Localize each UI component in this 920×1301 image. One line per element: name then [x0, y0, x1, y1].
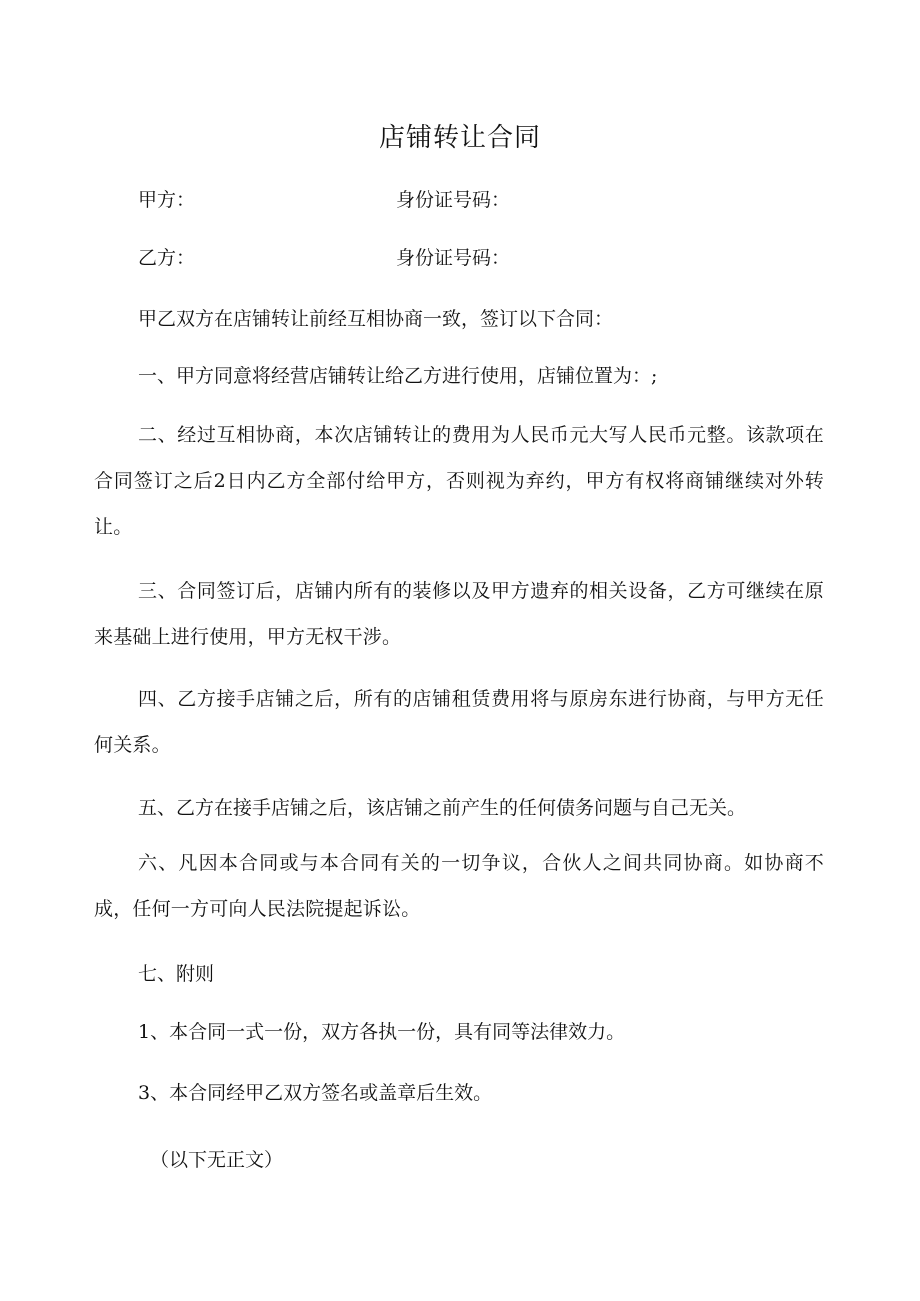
clause-2: 二、经过互相协商，本次店铺转让的费用为人民币元大写人民币元整。该款项在合同签订之后2日内乙方全部付给甲方，否则视为弃约，甲方有权将商铺继续对外转让。 [94, 424, 824, 538]
party-a-label: 甲方： [138, 189, 196, 211]
appendix-item-3: 3、本合同经甲乙双方签名或盖章后生效。 [138, 1082, 493, 1104]
document-title: 店铺转让合同 [378, 123, 541, 153]
appendix-item-1: 1、本合同一式一份，双方各执一份，具有同等法律效力。 [138, 1021, 626, 1043]
intro-paragraph: 甲乙双方在店铺转让前经互相协商一致，签订以下合同： [138, 308, 614, 330]
party-a-row [138, 185, 838, 215]
clause-1: 一、甲方同意将经营店铺转让给乙方进行使用，店铺位置为：; [138, 365, 658, 387]
clause-3: 三、合同签订后，店铺内所有的装修以及甲方遗弃的相关设备，乙方可继续在原来基础上进行使用，甲方无权干涉。 [94, 580, 824, 648]
party-a-id-label: 身份证号码： [396, 189, 511, 211]
end-note: （以下无正文） [150, 1149, 284, 1171]
clause-7-heading: 七、附则 [138, 963, 215, 985]
clause-4: 四、乙方接手店铺之后，所有的店铺租赁费用将与原房东进行协商，与甲方无任何关系。 [94, 688, 824, 756]
clause-5: 五、乙方在接手店铺之后，该店铺之前产生的任何债务问题与自己无关。 [138, 797, 747, 819]
party-b-row [138, 243, 838, 273]
party-b-id-label: 身份证号码： [396, 247, 511, 269]
party-b-label: 乙方： [138, 247, 196, 269]
clause-6: 六、凡因本合同或与本合同有关的一切争议，合伙人之间共同协商。如协商不成，任何一方可向人民法院提起诉讼。 [94, 852, 824, 920]
